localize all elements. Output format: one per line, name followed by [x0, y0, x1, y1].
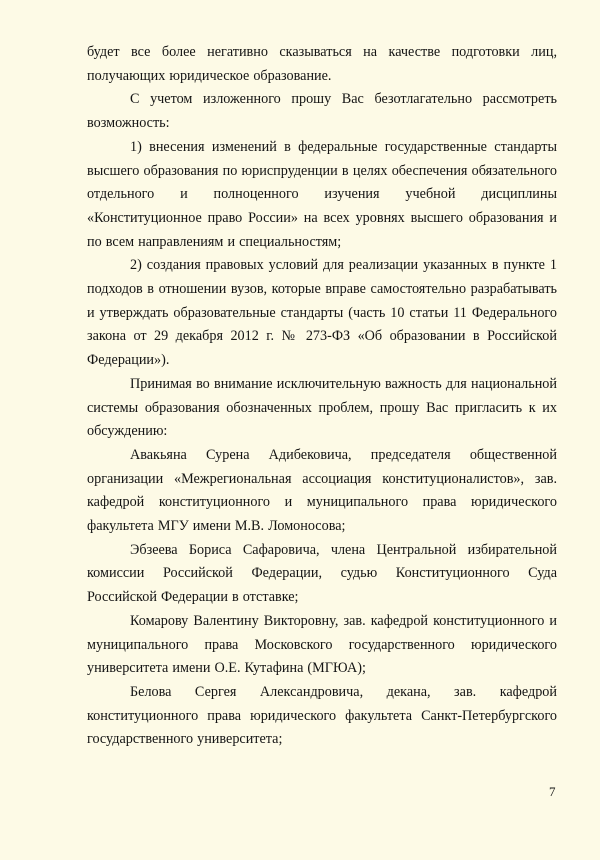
paragraph-item-1: 1) внесения изменений в федеральные государственные стандарты высшего образования по юриспруденции в целях обеспечения обязательного отдельного и полноценного изучения учебной дисциплины «Конституционное право России» на всех уровнях высшего образования и по всем направлениям и специальностям;: [87, 138, 557, 250]
page-number: 7: [549, 784, 556, 799]
paragraph-invitation: Принимая во внимание исключительную важность для национальной системы образования обозначенных проблем, прошу Вас пригласить к их обсуждению:: [87, 375, 557, 440]
paragraph-person-ebzeev: Эбзеева Бориса Сафаровича, члена Центральной избирательной комиссии Российской Федерации, судью Конституционного Суда Российской Федерации в отставке;: [87, 541, 557, 606]
paragraph-item-2: 2) создания правовых условий для реализации указанных в пункте 1 подходов в отношении вузов, которые вправе самостоятельно разрабатывать и утверждать образовательные стандарты (часть 10 статьи 11 Федерального закона от 29 декабря 2012 г. № 273-ФЗ «Об образовании в Российской Федерации»).: [87, 257, 557, 369]
paragraph-request: С учетом изложенного прошу Вас безотлагательно рассмотреть возможность:: [87, 91, 557, 132]
paragraph-person-belov: Белова Сергея Александровича, декана, зав. кафедрой конституционного права юридического факультета Санкт-Петербургского государственного университета;: [87, 683, 557, 748]
paragraph-person-komarova: Комарову Валентину Викторовну, зав. кафедрой конституционного и муниципального права Московского государственного юридического университета имени О.Е. Кутафина (МГЮА);: [87, 612, 557, 677]
paragraph-person-avakyan: Авакьяна Сурена Адибековича, председателя общественной организации «Межрегиональная ассоциация конституционалистов», зав. кафедрой конституционного и муниципального права юридического факультета МГУ имени М.В. Ломоносова;: [87, 446, 557, 535]
paragraph-intro-continuation: будет все более негативно сказываться на качестве подготовки лиц, получающих юридическое образование.: [87, 44, 557, 84]
document-body: [87, 41, 557, 752]
